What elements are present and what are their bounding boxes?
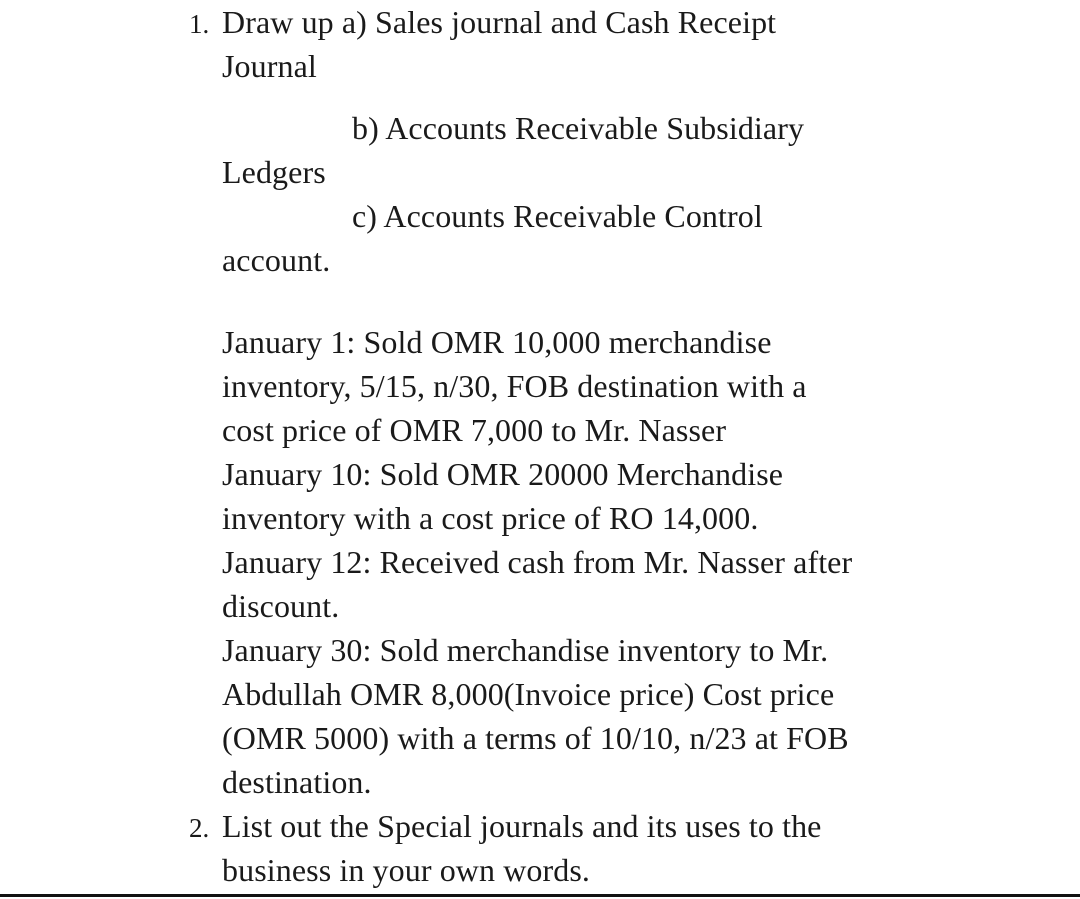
instruction-line: Ledgers [222, 154, 326, 190]
transaction-line: Abdullah OMR 8,000(Invoice price) Cost price [222, 676, 835, 712]
question-number: 2. [189, 813, 210, 843]
transaction-line: cost price of OMR 7,000 to Mr. Nasser [222, 412, 727, 448]
instruction-line: Draw up a) Sales journal and Cash Receipt [222, 4, 777, 40]
transaction-line: January 12: Received cash from Mr. Nasser after [222, 544, 853, 580]
question-number: 1. [189, 9, 210, 39]
bottom-divider [0, 894, 1080, 897]
transaction-line: inventory, 5/15, n/30, FOB destination with a [222, 368, 807, 404]
instruction-line: Journal [222, 48, 317, 84]
instruction-line: c) Accounts Receivable Control [352, 198, 763, 234]
transaction-line: January 1: Sold OMR 10,000 merchandise [222, 324, 772, 360]
instruction-line: account. [222, 242, 331, 278]
transaction-line: discount. [222, 588, 340, 624]
instruction-line: b) Accounts Receivable Subsidiary [352, 110, 805, 146]
transaction-line: destination. [222, 764, 372, 800]
instruction-line: business in your own words. [222, 852, 591, 888]
transaction-line: inventory with a cost price of RO 14,000. [222, 500, 759, 536]
transaction-line: January 10: Sold OMR 20000 Merchandise [222, 456, 784, 492]
transaction-line: January 30: Sold merchandise inventory to Mr. [222, 632, 829, 668]
instruction-line: List out the Special journals and its uses to the [222, 808, 822, 844]
transaction-line: (OMR 5000) with a terms of 10/10, n/23 at FOB [222, 720, 849, 756]
